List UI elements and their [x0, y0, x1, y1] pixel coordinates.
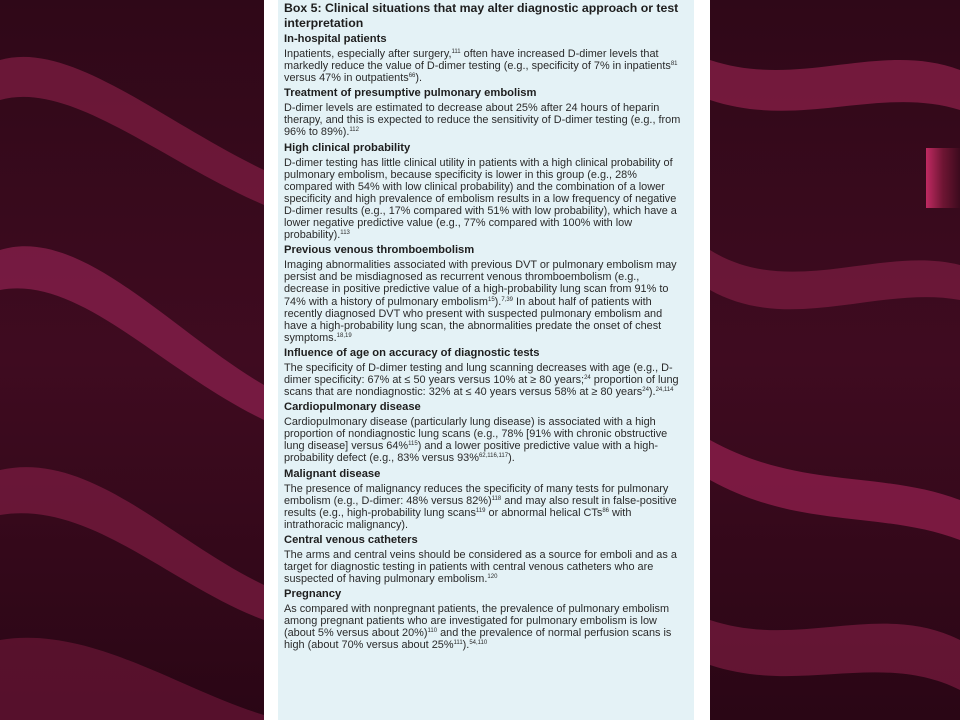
section-heading: Cardiopulmonary disease	[284, 401, 421, 414]
body-text: D-dimer levels are estimated to decrease about 25% after 24 hours of heparin therapy, and this is expected to reduce the sensitivity of D-dimer testing (e.g., from 96% to 89%).	[284, 102, 681, 139]
section-heading: High clinical probability	[284, 141, 411, 154]
body-text: ).	[508, 452, 515, 465]
body-text: ).	[462, 639, 470, 652]
body-text: and may also result in false-positive results (e.g., high-probability lung scans	[284, 494, 677, 519]
body-text: or abnormal helical CTs	[485, 506, 603, 519]
citation-superscript: 111	[451, 49, 461, 55]
body-text: ) and a lower positive predictive value with a high-probability defect (e.g., 83% versus 93%	[284, 440, 659, 465]
body-text: with intrathoracic malignancy).	[284, 506, 632, 531]
section-heading: Previous venous thromboembolism	[284, 244, 475, 257]
citation-superscript: 115	[408, 441, 418, 448]
citation-superscript: 120	[487, 574, 498, 581]
document-page	[264, 0, 710, 720]
section-heading: Pregnancy	[284, 588, 342, 601]
section-body	[284, 102, 686, 138]
citation-superscript: 118	[491, 495, 502, 502]
decorative-bar	[926, 148, 960, 208]
body-text: often have increased D-dimer levels that markedly reduce the value of D-dimer testing (e.g., specificity of 7% in inpatients	[284, 48, 671, 73]
section-heading: Malignant disease	[284, 467, 381, 480]
citation-superscript: 66	[408, 73, 416, 80]
body-text: As compared with nonpregnant patients, the prevalence of pulmonary embolism among pregnant patients who are investigated for pulmonary embolism is low (about 5% versus about 20%)	[284, 603, 670, 640]
body-text: ).	[415, 72, 423, 85]
citation-superscript: 62,116,117	[478, 453, 509, 460]
body-text: Inpatients, especially after surgery,	[284, 48, 452, 60]
section-body	[284, 259, 686, 344]
citation-superscript: 86	[602, 507, 609, 514]
body-text: versus 47% in outpatients	[284, 72, 409, 85]
citation-superscript: 119	[475, 507, 486, 514]
section-heading: Treatment of presumptive pulmonary embolism	[284, 87, 537, 100]
section-body	[284, 483, 686, 531]
section-body	[284, 603, 686, 651]
body-text: ).	[648, 386, 656, 399]
box-sections	[284, 33, 686, 652]
section-body	[284, 362, 686, 398]
body-text: In about half of patients with recently diagnosed DVT who present with suspected pulmonary embolism and have a high-probability lung scan, the abnormalities predate the onset of chest symptoms.	[284, 295, 663, 344]
body-text: Cardiopulmonary disease (particularly lung disease) is associated with a high proportion of nondiagnostic lung scans (e.g., 78% [91% with chronic obstructive lung disease] versus 64%	[284, 416, 668, 453]
citation-superscript: 113	[340, 230, 350, 237]
citation-superscript: 110	[427, 628, 438, 635]
section-body	[284, 48, 686, 84]
section-body	[284, 549, 686, 585]
citation-superscript: 18,19	[336, 332, 352, 339]
citation-superscript: 112	[349, 127, 359, 134]
body-text: proportion of lung scans that are nondiagnostic: 32% at ≤ 40 years versus 58% at ≥ 80 years	[284, 373, 679, 399]
citation-superscript: 7,39	[501, 296, 514, 303]
section-body	[284, 416, 686, 464]
citation-superscript: 54,110	[469, 640, 488, 647]
body-text: The presence of malignancy reduces the specificity of many tests for pulmonary embolism (e.g., D-dimer: 48% versus 82%)	[284, 482, 669, 507]
body-text: Imaging abnormalities associated with previous DVT or pulmonary embolism may persist and be misdiagnosed as recurrent venous thromboembolism (e.g., decrease in positive predictive value of a high-probability lung scan from 91% to 74% with a history of pulmonary embolism	[284, 259, 677, 308]
section-body	[284, 157, 686, 242]
body-text: D-dimer testing has little clinical utility in patients with a high clinical probability of pulmonary embolism, because specificity is lower in this group (e.g., 28% compared with 54% with low clinical probability) and the combination of a lower specificity and high prevalence of embolism results in a low frequency of negative D-dimer results (e.g., 17% compared with 51% with low probability), which have a lower negative predictive value (e.g., 77% compared with 100% with low probability).	[284, 156, 677, 242]
citation-superscript: 81	[670, 61, 678, 68]
body-text: ).	[494, 295, 502, 308]
section-heading: Central venous catheters	[284, 533, 418, 546]
citation-superscript: 24	[584, 374, 591, 381]
citation-superscript: 24,114	[655, 387, 674, 394]
citation-superscript: 24	[642, 387, 649, 394]
section-heading: In-hospital patients	[284, 33, 387, 45]
clinical-situations-box	[278, 0, 694, 720]
citation-superscript: 111	[453, 640, 463, 647]
body-text: The specificity of D-dimer testing and lung scanning decreases with age (e.g., D-dimer specificity: 67% at ≤ 50 years versus 10% at ≥ 80 years;	[284, 361, 673, 386]
citation-superscript: 15	[487, 296, 495, 303]
body-text: The arms and central veins should be considered as a source for emboli and as a target for diagnostic testing in patients with central venous catheters who are suspected of having pulmonary embolism.	[284, 548, 677, 586]
box-title: Box 5: Clinical situations that may alter diagnostic approach or test interpretation	[284, 1, 679, 30]
body-text: and the prevalence of normal perfusion scans is high (about 70% versus about 25%	[284, 627, 672, 652]
section-heading: Influence of age on accuracy of diagnostic tests	[284, 346, 540, 359]
